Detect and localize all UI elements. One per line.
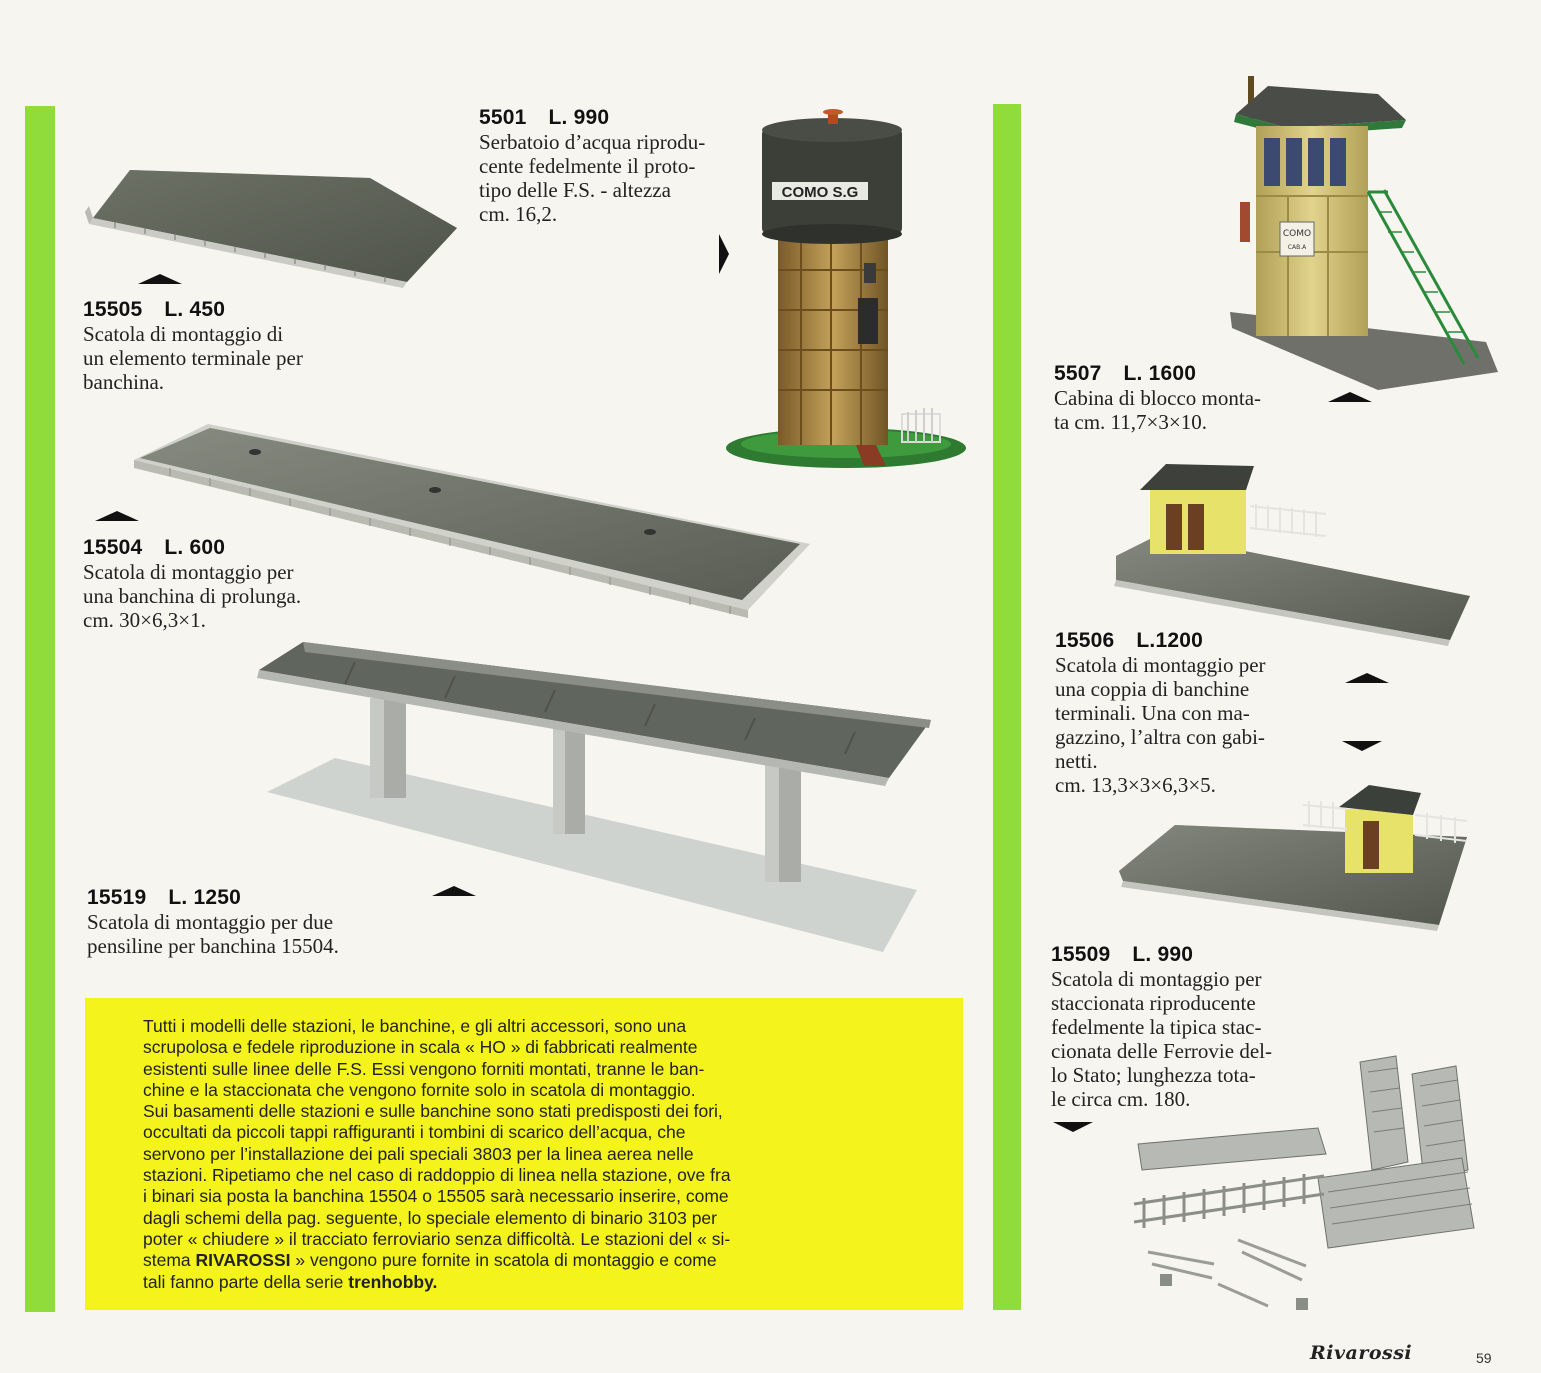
item-code-line [1051, 943, 1307, 967]
arrow-down-15509 [1053, 1122, 1093, 1132]
arrow-up-15519 [432, 886, 476, 896]
arrow-right-5501 [719, 234, 729, 274]
item-description [1054, 386, 1310, 434]
note-text-fragment: stema [143, 1250, 196, 1271]
note-text-fragment: » vengono pure fornite in scatola di montaggio e come [290, 1250, 717, 1271]
item-code: 15504 [83, 536, 143, 559]
desc-line: cionata delle Ferrovie del- [1051, 1039, 1272, 1063]
item-price: L. 1250 [168, 886, 242, 909]
note-line: stazioni. Ripetiamo che nel caso di raddoppio di linea nella stazione, ove fra [143, 1165, 731, 1186]
item-code-line [83, 298, 341, 322]
item-5507 [1054, 362, 1310, 434]
note-line: scrupolosa e fedele riproduzione in scala « HO » di fabbricati realmente [143, 1037, 698, 1058]
arrow-up-15505 [138, 274, 182, 284]
desc-line: fedelmente la tipica stac- [1051, 1015, 1262, 1039]
note-line: Sui basamenti delle stazioni e sulle banchine sono stati predisposti dei fori, [143, 1101, 723, 1122]
note-line: esistenti sulle linee delle F.S. Essi vengono forniti montati, tranne le ban- [143, 1058, 705, 1079]
item-15519 [87, 886, 411, 958]
item-code-line [1055, 629, 1311, 653]
item-description [1051, 967, 1307, 1111]
signal-cabin-illustration [1228, 72, 1500, 397]
note-line [143, 1272, 899, 1293]
note-text-fragment: tali fanno parte della serie [143, 1271, 349, 1292]
info-note-text [143, 1016, 899, 1293]
desc-line: cente fedelmente il proto- [479, 154, 696, 178]
desc-line: Scatola di montaggio di [83, 322, 284, 346]
item-code: 5501 [479, 106, 527, 129]
item-15506 [1055, 629, 1311, 797]
item-code: 15519 [87, 886, 147, 909]
item-code-line [1054, 362, 1310, 386]
item-price: L.1200 [1136, 629, 1203, 652]
green-bar-left [25, 106, 55, 1312]
desc-line: una banchina di prolunga. [83, 584, 302, 608]
desc-line: terminali. Una con ma- [1055, 701, 1250, 725]
item-15505 [83, 298, 341, 394]
arrow-up-15506 [1345, 673, 1389, 683]
item-15509 [1051, 943, 1307, 1111]
desc-line: lo Stato; lunghezza tota- [1051, 1063, 1256, 1087]
item-description [1055, 653, 1311, 797]
note-line: chine e la staccionata che vengono fornite solo in scatola di montaggio. [143, 1079, 696, 1100]
item-code: 15506 [1055, 629, 1115, 652]
water-tower-illustration [726, 108, 971, 470]
cabin-sign-line-1: COMO [1282, 229, 1312, 239]
tower-sign-text: COMO S.G [781, 184, 859, 201]
platform-with-warehouse-illustration [1110, 460, 1482, 645]
brand-name: RIVAROSSI [195, 1250, 291, 1271]
note-line: occultati da piccoli tappi raffiguranti i tombini di scarico dell’acqua, che [143, 1122, 686, 1143]
desc-line: Cabina di blocco monta- [1054, 386, 1262, 410]
item-code-line [87, 886, 411, 910]
item-description [87, 910, 411, 958]
desc-line: Serbatoio d’acqua riprodu- [479, 130, 706, 154]
item-5501 [479, 106, 737, 226]
arrow-up-5507 [1328, 392, 1372, 402]
desc-line: banchina. [83, 370, 165, 394]
item-description [83, 322, 341, 394]
terminal-platform-illustration [85, 160, 465, 290]
desc-line: gazzino, l’altra con gabi- [1055, 725, 1265, 749]
item-code: 5507 [1054, 362, 1102, 385]
desc-line: Scatola di montaggio per [1055, 653, 1266, 677]
note-line: servono per l’installazione dei pali speciali 3803 per la linea aerea nelle [143, 1143, 694, 1164]
note-line: dagli schemi della pag. seguente, lo speciale elemento di binario 3103 per [143, 1207, 717, 1228]
arrow-down-15506 [1342, 741, 1382, 751]
arrow-up-15504 [95, 511, 139, 521]
desc-line: Scatola di montaggio per [1051, 967, 1262, 991]
note-line [143, 1250, 899, 1271]
item-price: L. 1600 [1123, 362, 1197, 385]
desc-line: Scatola di montaggio per [83, 560, 294, 584]
item-code-line [83, 536, 342, 560]
desc-line: un elemento terminale per [83, 346, 303, 370]
note-line: Tutti i modelli delle stazioni, le banchine, e gli altri accessori, sono una [143, 1016, 687, 1036]
desc-line: cm. 13,3×3×6,3×5. [1055, 773, 1216, 797]
page-number: 59 [1476, 1350, 1492, 1366]
rivarossi-logo: Rivarossi [1310, 1342, 1413, 1364]
cabin-sign-line-2: CAB.A [1287, 244, 1307, 251]
desc-line: cm. 16,2. [479, 202, 558, 226]
info-note-box [85, 998, 963, 1310]
green-bar-middle [993, 104, 1021, 1310]
item-15504 [83, 536, 342, 632]
desc-line: ta cm. 11,7×3×10. [1054, 410, 1207, 434]
desc-line: tipo delle F.S. - altezza [479, 178, 671, 202]
item-description [83, 560, 342, 632]
desc-line: staccionata riproducente [1051, 991, 1256, 1015]
note-line: i binari sia posta la banchina 15504 o 15505 sarà necessario inserire, come [143, 1186, 729, 1207]
series-name: trenhobby. [348, 1271, 438, 1292]
desc-line: le circa cm. 180. [1051, 1087, 1191, 1111]
platform-with-toilets-illustration [1115, 785, 1480, 930]
desc-line: Scatola di montaggio per due [87, 910, 334, 934]
desc-line: netti. [1055, 749, 1098, 773]
item-price: L. 990 [548, 106, 610, 129]
item-price: L. 450 [164, 298, 226, 321]
item-price: L. 600 [164, 536, 226, 559]
item-price: L. 990 [1132, 943, 1194, 966]
item-description [479, 130, 737, 226]
item-code: 15505 [83, 298, 143, 321]
desc-line: pensiline per banchina 15504. [87, 934, 339, 958]
desc-line: una coppia di banchine [1055, 677, 1250, 701]
note-line: poter « chiudere » il tracciato ferroviario senza difficoltà. Le stazioni del « si- [143, 1228, 731, 1249]
item-code: 15509 [1051, 943, 1111, 966]
item-code-line [479, 106, 737, 130]
desc-line: cm. 30×6,3×1. [83, 608, 206, 632]
